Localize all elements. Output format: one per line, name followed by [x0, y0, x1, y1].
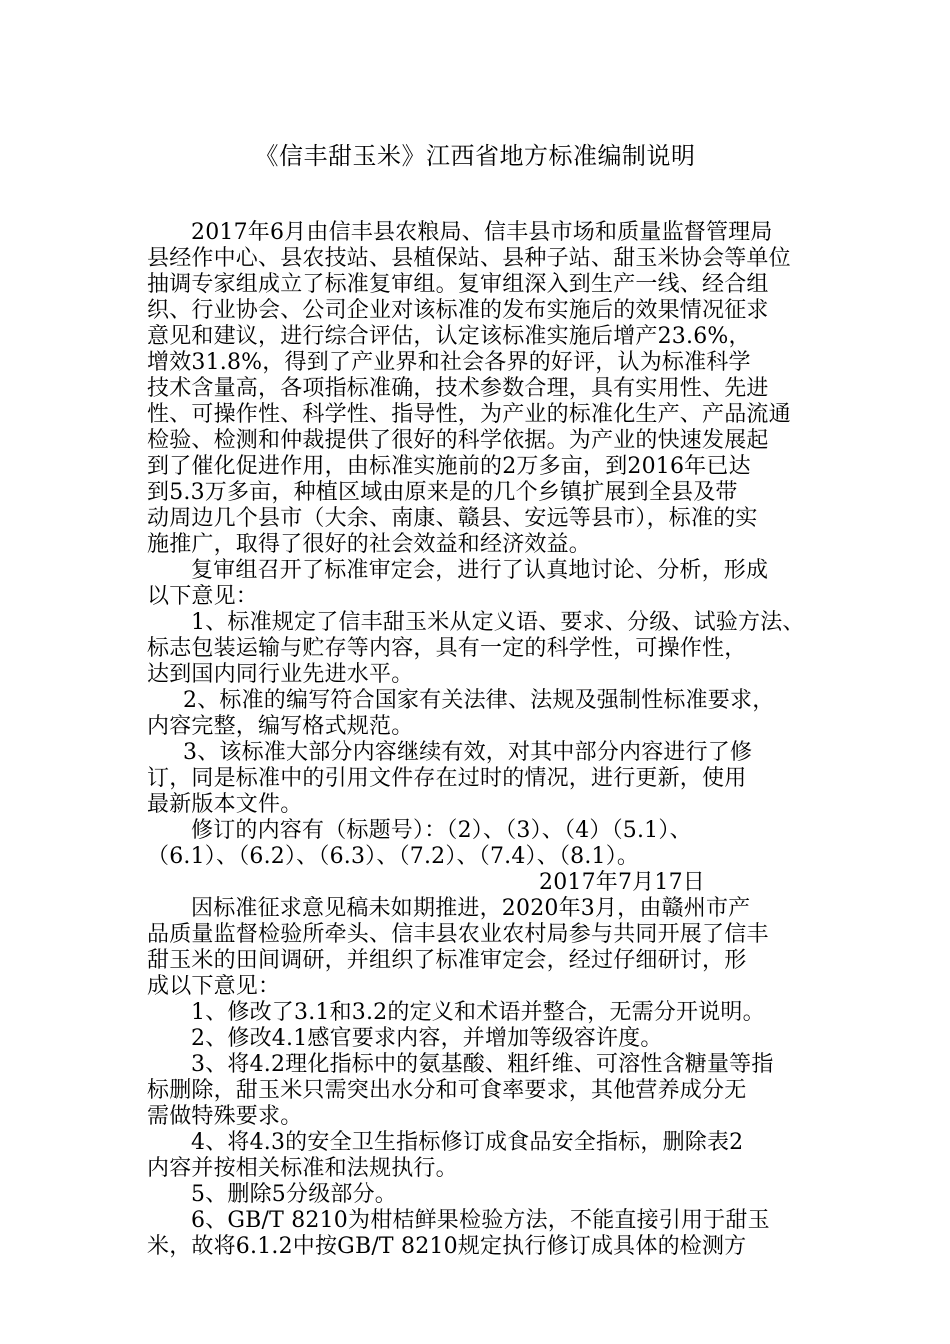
- text-line: 需做特殊要求。: [147, 1104, 303, 1129]
- text-line: 动周边几个县市（大余、南康、赣县、安远等县市），标准的实: [147, 506, 758, 531]
- text-line: 以下意见：: [147, 584, 259, 609]
- text-line: 品质量监督检验所牵头、信丰县农业农村局参与共同开展了信丰: [147, 922, 769, 947]
- text-line: 到5.3万多亩，种植区域由原来是的几个乡镇扩展到全县及带: [147, 480, 738, 505]
- text-line: 修订的内容有（标题号）：（2）、（3）、（4）（5.1）、: [191, 818, 692, 843]
- text-line: 增效31.8%，得到了产业界和社会各界的好评，认为标准科学: [147, 350, 751, 375]
- text-line: 到了催化促进作用，由标准实施前的2万多亩，到2016年已达: [147, 454, 751, 479]
- date-line: 2017年7月17日: [539, 870, 705, 895]
- text-line: 4、将4.3的安全卫生指标修订成食品安全指标，删除表2: [191, 1130, 744, 1155]
- text-line: 最新版本文件。: [147, 792, 303, 817]
- text-line: （6.1）、（6.2）、（6.3）、（7.2）、（7.4）、（8.1）。: [147, 844, 640, 869]
- document-body: [147, 220, 812, 1260]
- text-line: 6、GB/T 8210为柑桔鲜果检验方法，不能直接引用于甜玉: [191, 1208, 770, 1233]
- text-line: 内容完整，编写格式规范。: [147, 714, 414, 739]
- text-line: 5、删除5分级部分。: [191, 1182, 397, 1207]
- text-line: 2、标准的编写符合国家有关法律、法规及强制性标准要求，: [183, 688, 775, 713]
- text-line: 米，故将6.1.2中按GB/T 8210规定执行修订成具体的检测方: [147, 1234, 747, 1259]
- text-line: 3、该标准大部分内容继续有效，对其中部分内容进行了修: [183, 740, 753, 765]
- text-line: 1、修改了3.1和3.2的定义和术语并整合，无需分开说明。: [191, 1000, 765, 1025]
- text-line: 1、标准规定了信丰甜玉米从定义语、要求、分级、试验方法、: [191, 610, 805, 635]
- text-line: 内容并按相关标准和法规执行。: [147, 1156, 458, 1181]
- text-line: 2、修改4.1感官要求内容，并增加等级容许度。: [191, 1026, 663, 1051]
- text-line: 成以下意见：: [147, 974, 281, 999]
- text-line: 施推广，取得了很好的社会效益和经济效益。: [147, 532, 592, 557]
- text-line: 意见和建议，进行综合评估，认定该标准实施后增产23.6%，: [147, 324, 751, 349]
- text-line: 抽调专家组成立了标准复审组。复审组深入到生产一线、经合组: [147, 272, 769, 297]
- text-line: 技术含量高，各项指标准确，技术参数合理，具有实用性、先进: [147, 376, 769, 401]
- document-title: 《信丰甜玉米》江西省地方标准编制说明: [254, 142, 696, 170]
- text-line: 2017年6月由信丰县农粮局、信丰县市场和质量监督管理局: [191, 220, 773, 245]
- text-line: 织、行业协会、公司企业对该标准的发布实施后的效果情况征求: [147, 298, 769, 323]
- text-line: 标删除，甜玉米只需突出水分和可食率要求，其他营养成分无: [147, 1078, 747, 1103]
- text-line: 订，同是标准中的引用文件存在过时的情况，进行更新，使用: [147, 766, 747, 791]
- text-line: 3、将4.2理化指标中的氨基酸、粗纤维、可溶性含糖量等指: [191, 1052, 774, 1077]
- text-line: 检验、检测和仲裁提供了很好的科学依据。为产业的快速发展起: [147, 428, 769, 453]
- text-line: 复审组召开了标准审定会，进行了认真地讨论、分析，形成: [191, 558, 769, 583]
- text-line: 县经作中心、县农技站、县植保站、县种子站、甜玉米协会等单位: [147, 246, 791, 271]
- text-line: 标志包装运输与贮存等内容，具有一定的科学性，可操作性，: [147, 636, 747, 661]
- text-line: 性、可操作性、科学性、指导性，为产业的标准化生产、产品流通: [147, 402, 791, 427]
- text-line: 甜玉米的田间调研，并组织了标准审定会，经过仔细研讨，形: [147, 948, 747, 973]
- text-line: 达到国内同行业先进水平。: [147, 662, 414, 687]
- text-line: 因标准征求意见稿未如期推进，2020年3月，由赣州市产: [191, 896, 751, 921]
